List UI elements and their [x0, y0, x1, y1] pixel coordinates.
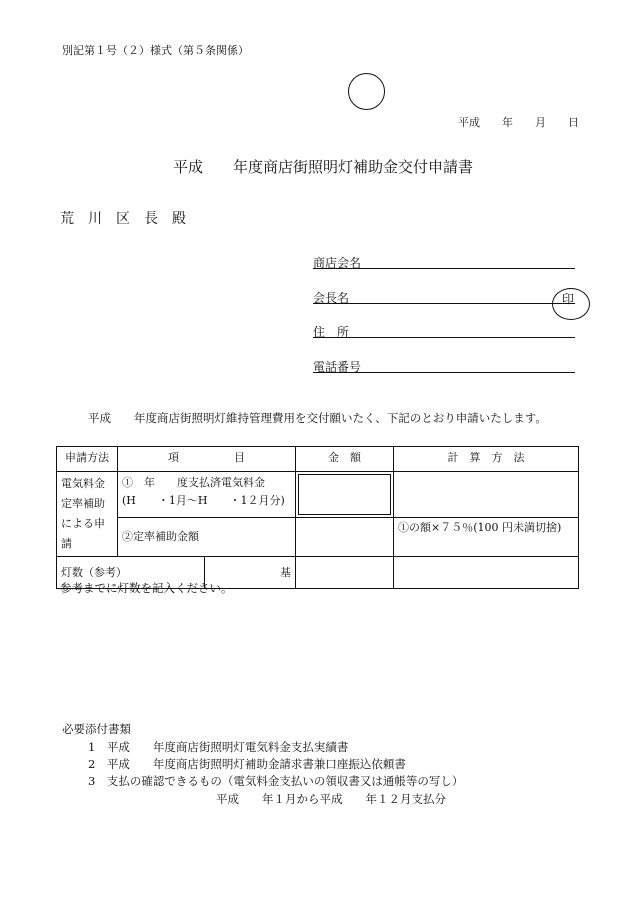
address-label: 住 所 — [313, 325, 350, 339]
lamp-count-unit: 基 — [205, 557, 296, 589]
header-item: 項 目 — [118, 447, 296, 472]
header-amount: 金 額 — [296, 447, 394, 472]
chairman-label: 会長名 — [313, 291, 350, 305]
row1-item-line1: ① 年 度支払済電気料金 — [122, 476, 265, 489]
row2-calc: ①の額×７５％(100 円未満切捨) — [394, 517, 579, 556]
chairman-field[interactable] — [313, 303, 575, 304]
document-title: 平成 年度商店街照明灯補助金交付申請書 — [173, 158, 474, 176]
addressee: 荒 川 区 長 殿 — [60, 211, 186, 227]
row1-item — [118, 472, 296, 518]
address-field[interactable] — [313, 337, 575, 338]
attachment-item-3: 3 支払の確認できるもの（電気料金支払いの領収書又は通帳等の写し） — [88, 774, 464, 788]
header-method: 申請方法 — [57, 447, 118, 472]
attachments-heading: 必要添付書類 — [62, 722, 131, 736]
row1-amount-cell[interactable] — [296, 472, 394, 518]
shop-association-label: 商店会名 — [313, 256, 362, 270]
lamp-count-label: 灯数（参考） — [57, 557, 205, 589]
row1-amount-box — [298, 474, 391, 515]
row2-amount-cell[interactable] — [296, 517, 394, 556]
date-line: 平成 年 月 日 — [458, 116, 579, 129]
seal-label: 印 — [562, 292, 575, 306]
table-note: 参考までに灯数を記入ください。 — [60, 581, 233, 595]
attachment-item-2: 2 平成 年度商店街照明灯補助金請求書兼口座振込依頼書 — [88, 757, 406, 771]
header-calc: 計 算 方 法 — [394, 447, 579, 472]
row2-item: ②定率補助金額 — [118, 517, 296, 556]
method-label: 電気料金定率補助による申請 — [57, 472, 118, 557]
form-reference: 別記第１号（２）様式（第５条関係） — [62, 44, 249, 57]
row1-item-line2: (H ・1月〜H ・1２月分) — [122, 494, 285, 507]
row1-calc-cell[interactable] — [394, 472, 579, 518]
attachment-item-1: 1 平成 年度商店街照明灯電気料金支払実績書 — [88, 740, 349, 754]
application-table — [56, 446, 579, 589]
intro-text: 平成 年度商店街照明灯維持管理費用を交付願いたく、下記のとおり申請いたします。 — [88, 411, 547, 425]
lamp-amount-cell — [296, 557, 394, 589]
phone-label: 電話番号 — [313, 360, 362, 374]
phone-field[interactable] — [313, 372, 575, 373]
receipt-stamp-circle — [348, 73, 385, 110]
lamp-calc-cell — [394, 557, 579, 589]
shop-association-field[interactable] — [313, 268, 575, 269]
attachment-period: 平成 年１月から平成 年１２月支払分 — [216, 792, 446, 806]
